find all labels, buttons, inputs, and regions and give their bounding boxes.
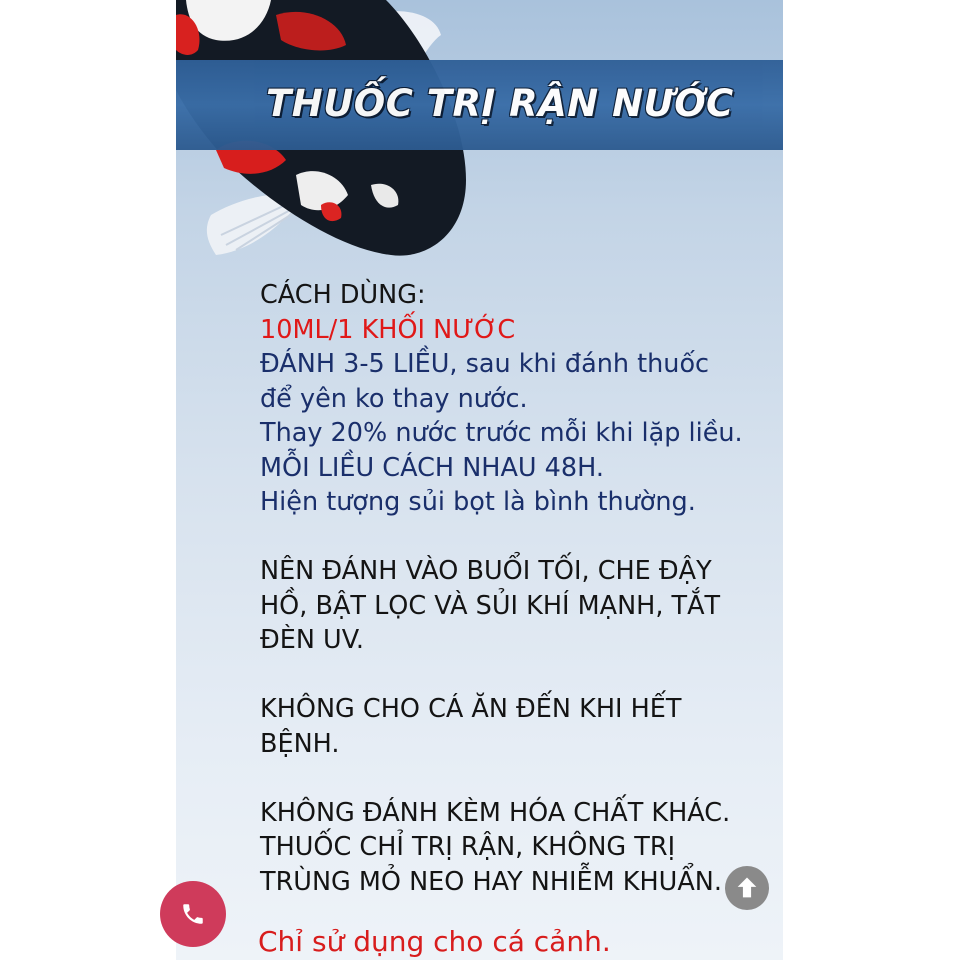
- instruction-line: NÊN ĐÁNH VÀO BUỔI TỐI, CHE ĐẬY: [260, 556, 712, 586]
- instructions-heading: CÁCH DÙNG:: [260, 280, 426, 310]
- instruction-line: Thay 20% nước trước mỗi khi lặp liều.: [260, 418, 743, 448]
- usage-instructions: [260, 278, 770, 899]
- banner-title: THUỐC TRỊ RẬN NƯỚC: [266, 82, 734, 125]
- scroll-to-top-button[interactable]: [725, 866, 769, 910]
- instruction-line: HỒ, BẬT LỌC VÀ SỦI KHÍ MẠNH, TẮT: [260, 590, 721, 621]
- instruction-line: TRÙNG MỎ NEO HAY NHIỄM KHUẨN.: [260, 866, 722, 897]
- instruction-line: BỆNH.: [260, 728, 340, 759]
- instruction-line: MỖI LIỀU CÁCH NHAU 48H.: [260, 452, 604, 483]
- dose-text: 10ML/1 KHỐI NƯỚC: [260, 314, 516, 345]
- instruction-line: KHÔNG CHO CÁ ĂN ĐẾN KHI HẾT: [260, 694, 682, 724]
- instruction-line: ĐÁNH 3-5 LIỀU, sau khi đánh thuốc: [260, 349, 710, 379]
- arrow-up-icon: [733, 874, 761, 902]
- instruction-line: ĐÈN UV.: [260, 625, 364, 655]
- usage-note: Chỉ sử dụng cho cá cảnh.: [258, 925, 611, 958]
- product-image: [176, 0, 783, 960]
- phone-icon: [180, 901, 206, 927]
- instruction-line: KHÔNG ĐÁNH KÈM HÓA CHẤT KHÁC.: [260, 797, 731, 828]
- call-button[interactable]: [160, 881, 226, 947]
- instruction-line: THUỐC CHỈ TRỊ RẬN, KHÔNG TRỊ: [260, 832, 676, 862]
- instruction-line: để yên ko thay nước.: [260, 383, 528, 414]
- title-banner: [176, 60, 783, 150]
- instruction-line: Hiện tượng sủi bọt là bình thường.: [260, 487, 696, 517]
